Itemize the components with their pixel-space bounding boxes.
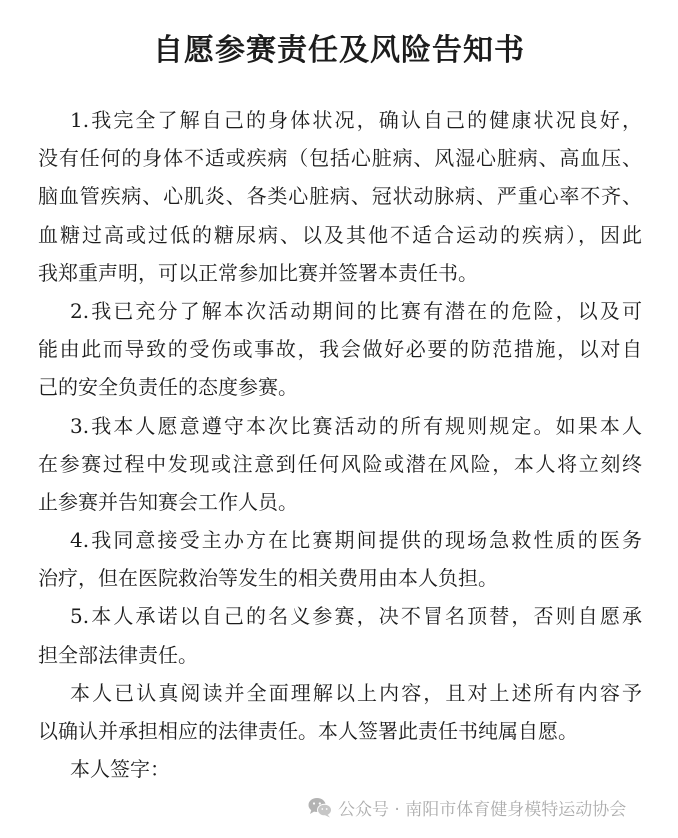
watermark — [308, 795, 626, 819]
paragraph-1 — [38, 101, 642, 292]
paragraph-6-line-1: 本人已认真阅读并全面理解以上内容，且对上述所有内容予 — [70, 680, 642, 705]
paragraph-3 — [38, 407, 642, 522]
paragraph-5-line-1: 5.本人承诺以自己的名义参赛，决不冒名顶替，否则自愿承 — [70, 604, 642, 629]
paragraph-5-line-2: 担全部法律责任。 — [38, 642, 198, 667]
paragraph-5 — [38, 597, 642, 673]
document-body — [38, 101, 642, 788]
paragraph-2-line-3: 己的安全负责任的态度参赛。 — [38, 375, 298, 400]
paragraph-2-line-2: 能由此而导致的受伤或事故，我会做好必要的防范措施，以对自 — [38, 337, 642, 362]
paragraph-6-line-2: 以确认并承担相应的法律责任。本人签署此责任书纯属自愿。 — [38, 719, 578, 743]
paragraph-2-line-1: 2.我已充分了解本次活动期间的比赛有潜在的危险，以及可 — [70, 298, 642, 323]
signature-label: 本人签字： — [70, 757, 170, 782]
paragraph-1-line-2: 没有任何的身体不适或疾病（包括心脏病、风湿心脏病、高血压、 — [38, 146, 642, 171]
paragraph-3-line-1: 3.我本人愿意遵守本次比赛活动的所有规则规定。如果本人 — [70, 413, 642, 438]
paragraph-1-line-5: 我郑重声明，可以正常参加比赛并签署本责任书。 — [38, 260, 478, 285]
document-title: 自愿参赛责任及风险告知书 — [153, 33, 525, 68]
watermark-text: 公众号 · 南阳市体育健身模特运动协会 — [338, 799, 627, 820]
paragraph-6 — [38, 674, 642, 750]
paragraph-1-line-4: 血糖过高或过低的糖尿病、以及其他不适合运动的疾病），因此 — [38, 222, 642, 247]
paragraph-1-line-3: 脑血管疾病、心肌炎、各类心脏病、冠状动脉病、严重心率不齐、 — [38, 184, 642, 209]
paragraph-1-line-1: 1.我完全了解自己的身体状况，确认自己的健康状况良好， — [70, 108, 642, 132]
paragraph-3-line-2: 在参赛过程中发现或注意到任何风险或潜在风险，本人将立刻终 — [38, 451, 642, 476]
paragraph-4-line-1: 4.我同意接受主办方在比赛期间提供的现场急救性质的医务 — [70, 528, 642, 553]
wechat-icon — [308, 797, 332, 818]
paragraph-4-line-2: 治疗，但在医院救治等发生的相关费用由本人负担。 — [38, 566, 498, 591]
paragraph-3-line-3: 止参赛并告知赛会工作人员。 — [38, 489, 298, 514]
paragraph-2 — [38, 292, 642, 407]
paragraph-4 — [38, 521, 642, 597]
signature-paragraph — [38, 750, 642, 788]
